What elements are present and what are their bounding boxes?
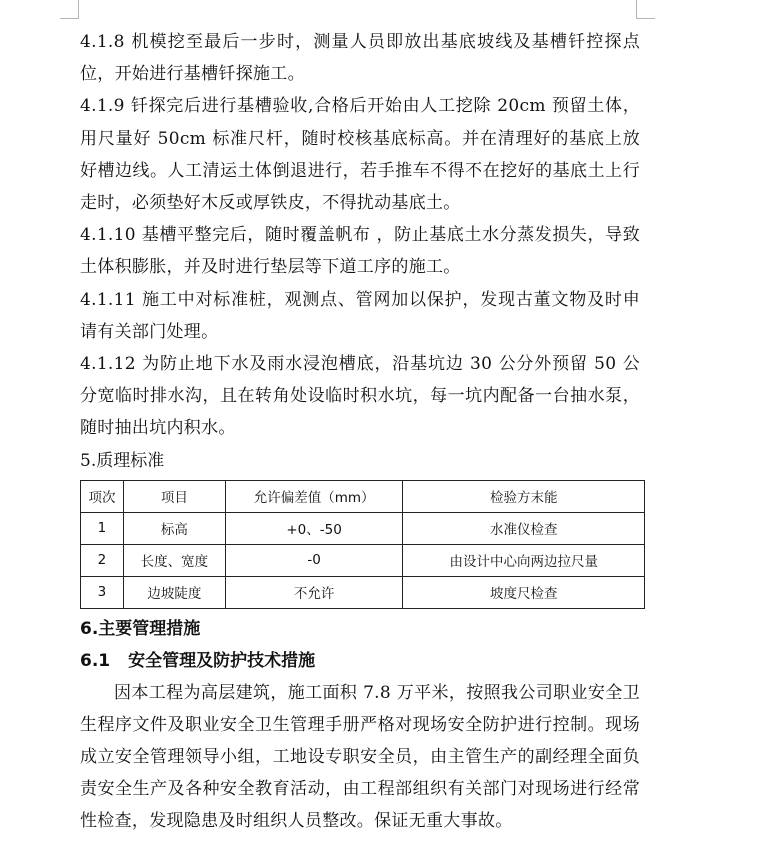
table-cell: 3: [81, 576, 124, 608]
table-row: [81, 544, 645, 576]
table-row: [81, 512, 645, 544]
table-cell: 水准仪检查: [403, 512, 645, 544]
table-cell: 标高: [123, 512, 225, 544]
document-page: [80, 26, 640, 838]
table-header-cell: 检验方末能: [403, 480, 645, 512]
table-cell: 边坡陡度: [123, 576, 225, 608]
table-cell: +0、-50: [225, 512, 403, 544]
table-header-cell: 允许偏差值（mm）: [225, 480, 403, 512]
page-margin-mark-right: [636, 0, 655, 19]
section-6-1-title: 安全管理及防护技术措施: [128, 650, 316, 671]
table-cell: 2: [81, 544, 124, 576]
table-cell: 长度、宽度: [123, 544, 225, 576]
table-cell: 坡度尺检查: [403, 576, 645, 608]
table-header-row: [81, 480, 645, 512]
paragraph-4-1-8: 4.1.8 机模挖至最后一步时，测量人员即放出基底坡线及基槽钎控探点位，开始进行基槽钎探施工。: [80, 32, 640, 85]
paragraph-6-1-body: 因本工程为高层建筑，施工面积 7.8 万平米，按照我公司职业安全卫生程序文件及职业安全卫生管理手册严格对现场安全防护进行控制。现场成立安全管理领导小组，工地设专职安全员，由主管生产的副经理全面负责安全生产及各种安全教育活动，由工程部组织有关部门对现场进行经常性检查，发现隐患及时组织人员整改。保证无重大事故。: [80, 682, 640, 832]
paragraph-4-1-9: 4.1.9 钎探完后进行基槽验收,合格后开始由人工挖除 20cm 预留土体，用尺量好 50cm 标准尺杆，随时校核基底标高。并在清理好的基底上放好槽边线。人工清运土体倒退进行，若手推车不得不在挖好的基底土上行走时，必须垫好木反或厚铁皮，不得扰动基底土。: [80, 96, 640, 214]
table-row: [81, 576, 645, 608]
paragraph-4-1-12: 4.1.12 为防止地下水及雨水浸泡槽底，沿基坑边 30 公分外预留 50 公分宽临时排水沟，且在转角处设临时积水坑，每一坑内配备一台抽水泵，随时抽出坑内积水。: [80, 354, 640, 439]
table-header-cell: 项次: [81, 480, 124, 512]
table-cell: 1: [81, 512, 124, 544]
section-6-1-number: 6.1: [80, 650, 111, 671]
quality-standard-table: [80, 480, 645, 609]
section-5-heading: 5.质理标准: [80, 450, 165, 471]
section-6-heading: 6.主要管理措施: [80, 618, 201, 639]
table-cell: 由设计中心向两边拉尺量: [403, 544, 645, 576]
paragraph-4-1-10: 4.1.10 基槽平整完后，随时覆盖帆布 ，防止基底土水分蒸发损失，导致土体积膨胀，并及时进行垫层等下道工序的施工。: [80, 225, 640, 278]
table-header-cell: 项目: [123, 480, 225, 512]
table-cell: -0: [225, 544, 403, 576]
paragraph-4-1-11: 4.1.11 施工中对标准桩，观测点、管网加以保护，发现古董文物及时申请有关部门处理。: [80, 289, 640, 342]
table-cell: 不允许: [225, 576, 403, 608]
section-6-1-heading: [80, 645, 640, 677]
page-margin-mark-left: [60, 0, 79, 19]
